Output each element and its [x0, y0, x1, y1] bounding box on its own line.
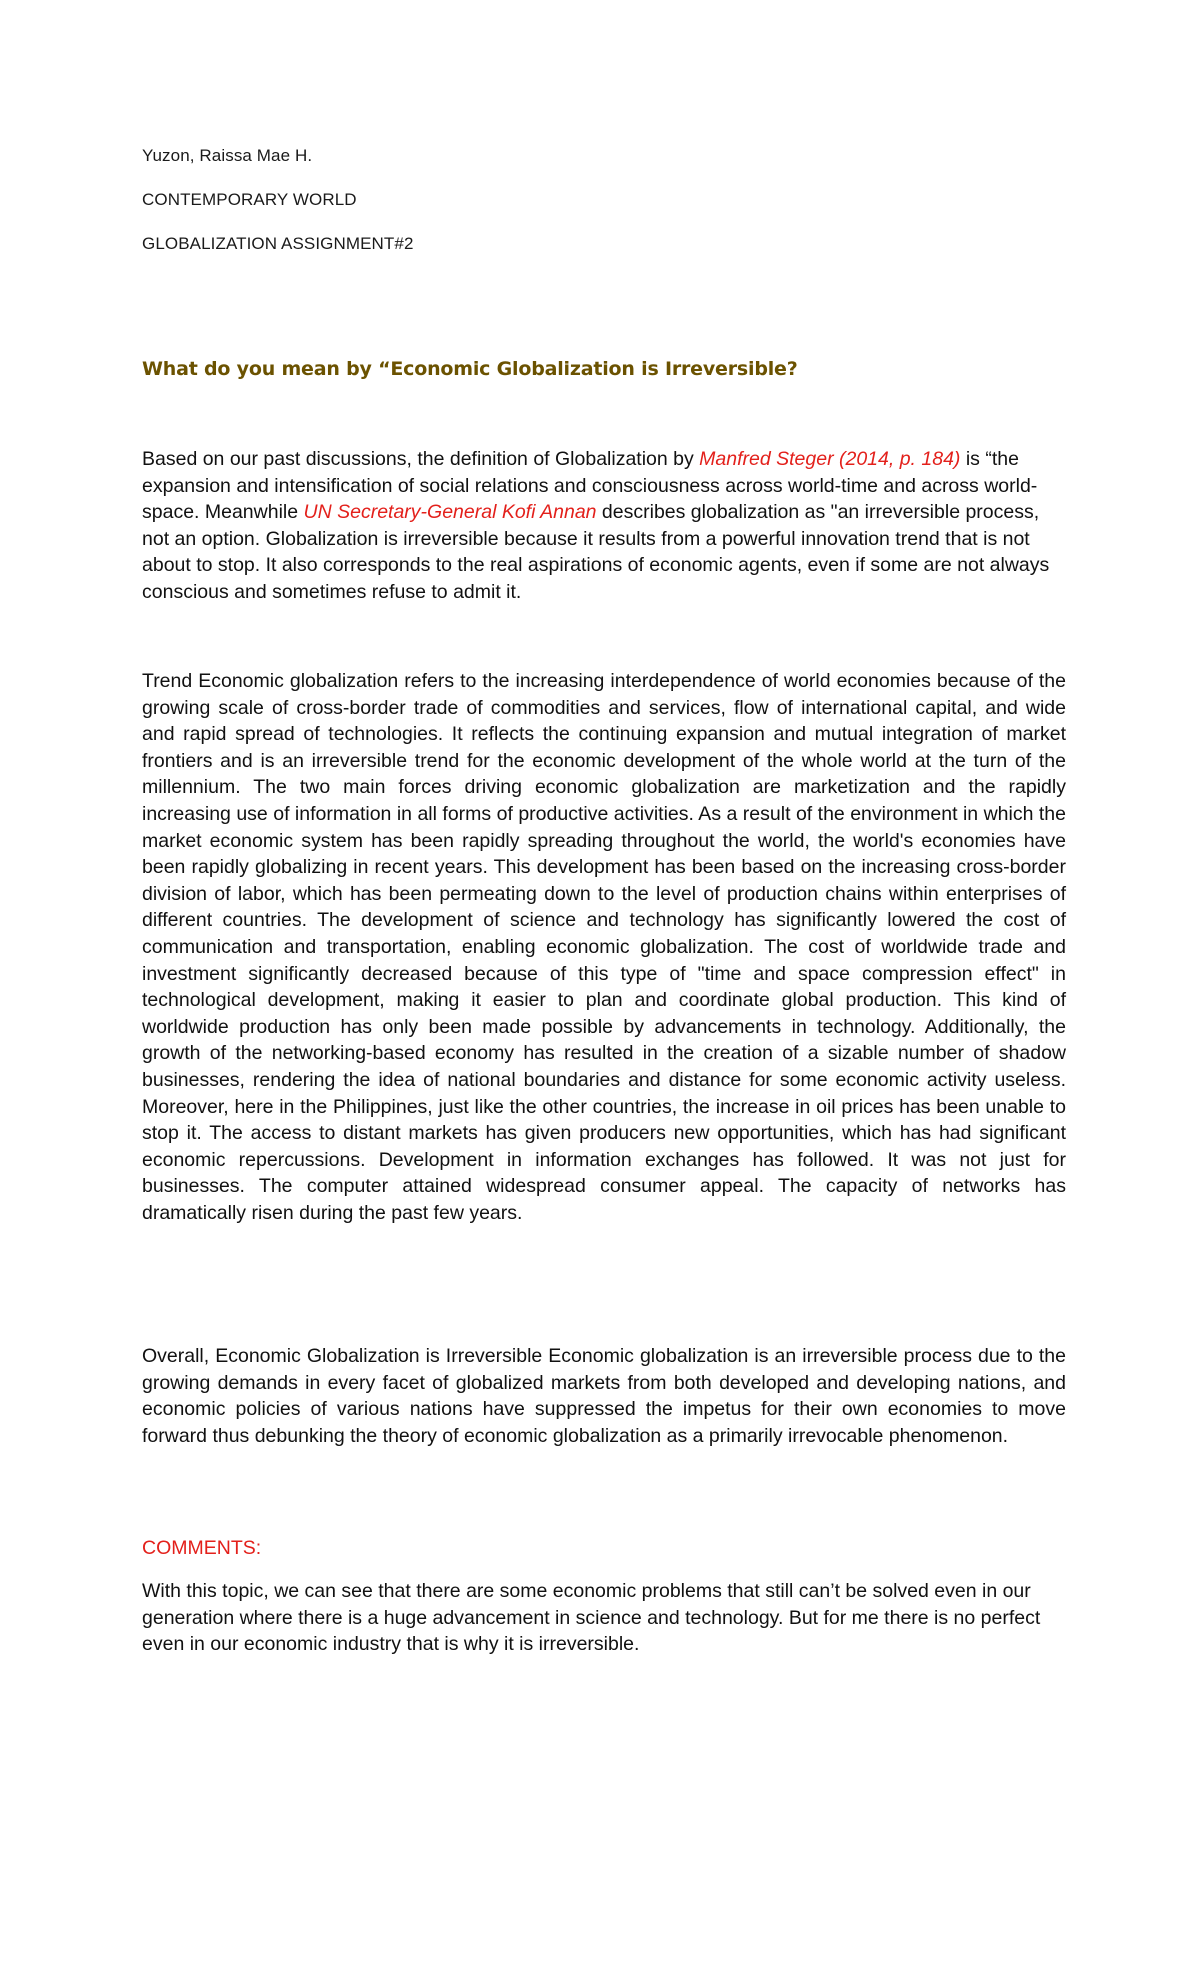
document-title: What do you mean by “Economic Globalization is Irreversible?	[142, 358, 798, 380]
paragraph-definition-text-3: describes globalization as "an irreversible process, not an option. Globalization is irreversible because it results from a powerful innovation trend that is not about to stop. It also corresponds to the real aspirations of economic agents, even if some are not always conscious and sometimes refuse to admit it.	[142, 501, 1050, 603]
assignment-name: GLOBALIZATION ASSIGNMENT#2	[142, 234, 414, 253]
paragraph-economic-globalization: Trend Economic globalization refers to the increasing interdependence of world economies because of the growing scale of cross-border trade of commodities and services, flow of international capital, and wide and rapid spread of technologies. It reflects the continuing expansion and mutual integration of market frontiers and is an irreversible trend for the economic development of the whole world at the turn of the millennium. The two main forces driving economic globalization are marketization and the rapidly increasing use of information in all forms of productive activities. As a result of the environment in which the market economic system has been rapidly spreading throughout the world, the world's economies have been rapidly globalizing in recent years. This development has been based on the increasing cross-border division of labor, which has been permeating down to the level of production chains within enterprises of different countries. The development of science and technology has significantly lowered the cost of communication and transportation, enabling economic globalization. The cost of worldwide trade and investment significantly decreased because of this type of "time and space compression effect" in technological development, making it easier to plan and coordinate global production. This kind of worldwide production has only been made possible by advancements in technology. Additionally, the growth of the networking-based economy has resulted in the creation of a sizable number of shadow businesses, rendering the idea of national boundaries and distance for some economic activity useless. Moreover, here in the Philippines, just like the other countries, the increase in oil prices has been unable to stop it. The access to distant markets has given producers new opportunities, which has had significant economic repercussions. Development in information exchanges has followed. It was not just for businesses. The computer attained widespread consumer appeal. The capacity of networks has dramatically risen during the past few years.	[142, 670, 1066, 1224]
comments-heading: COMMENTS:	[142, 1537, 262, 1559]
reference-steger: Manfred Steger (2014, p. 184)	[699, 448, 961, 470]
comments-text: With this topic, we can see that there are some economic problems that still can’t be solved even in our generation where there is a huge advancement in science and technology. But for me there is no perfect even in our economic industry that is why it is irreversible.	[142, 1580, 1041, 1656]
paragraph-conclusion: Overall, Economic Globalization is Irreversible Economic globalization is an irreversible process due to the growing demands in every facet of globalized markets from both developed and developing nations, and economic policies of various nations have suppressed the impetus for their own economies to move forward thus debunking the theory of economic globalization as a primarily irrevocable phenomenon.	[142, 1345, 1066, 1447]
paragraph-definition	[142, 446, 1066, 606]
author-name: Yuzon, Raissa Mae H.	[142, 146, 313, 165]
reference-annan: UN Secretary-General Kofi Annan	[303, 501, 597, 524]
course-name: CONTEMPORARY WORLD	[142, 190, 357, 209]
paragraph-definition-text-1: Based on our past discussions, the definition of Globalization by	[142, 448, 700, 470]
paragraph-definition-text-2: is “the expansion and intensification of social relations and consciousness across world-time and across world-space. Meanwhile	[142, 448, 1038, 524]
